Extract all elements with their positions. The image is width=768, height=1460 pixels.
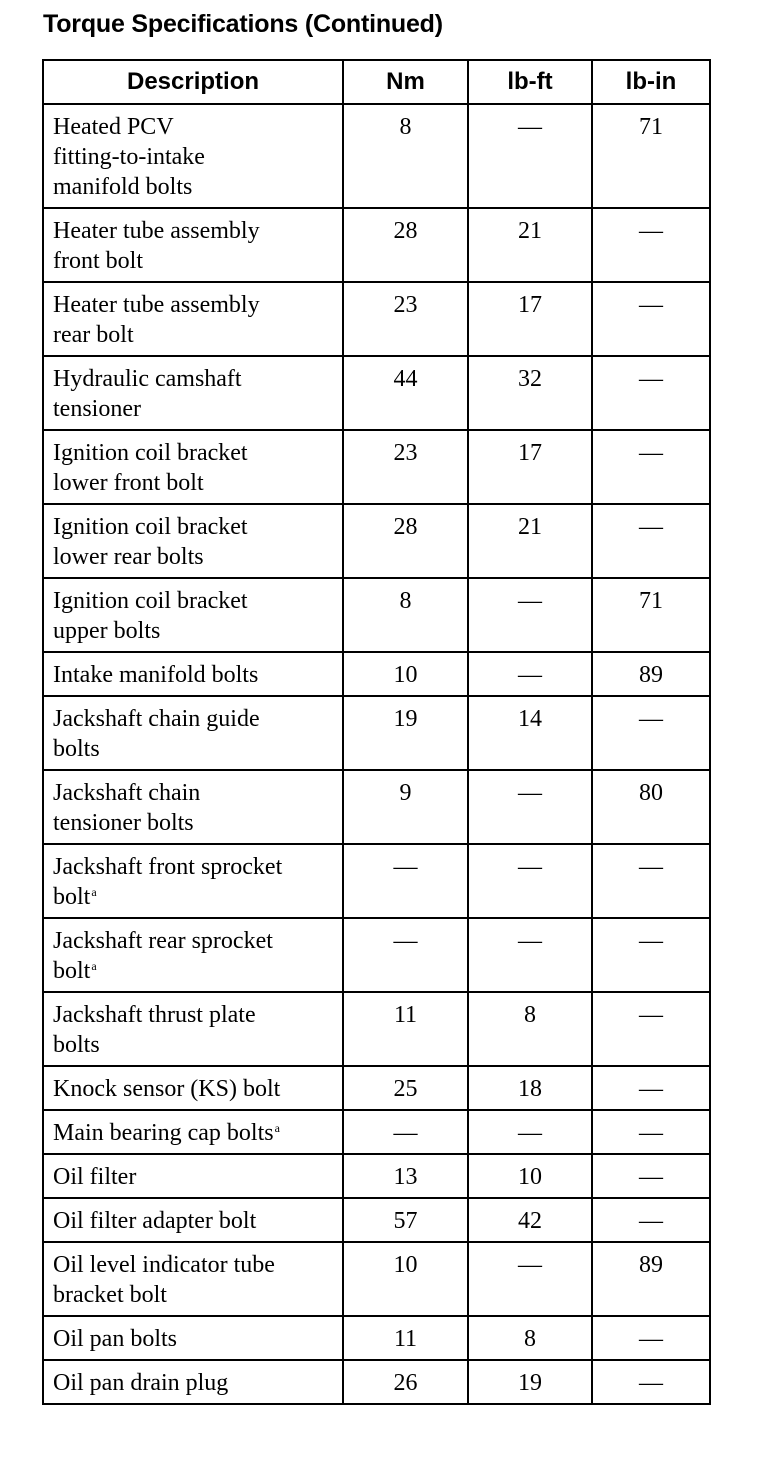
description-line [53, 1162, 338, 1192]
description-line [53, 1324, 338, 1354]
nm-cell: 23 [343, 430, 468, 504]
description-cell [43, 1154, 343, 1198]
lb-ft-cell: — [468, 770, 592, 844]
description-cell [43, 1198, 343, 1242]
description-line [53, 512, 338, 542]
lb-in-cell: — [592, 430, 710, 504]
description-text: Main bearing cap bolts [53, 1120, 274, 1146]
description-cell [43, 918, 343, 992]
lb-ft-cell: 21 [468, 504, 592, 578]
description-line [53, 926, 338, 956]
description-line [53, 1368, 338, 1398]
description-line [53, 172, 338, 202]
lb-in-cell: — [592, 918, 710, 992]
table-row [43, 844, 710, 918]
description-text: fitting-to-intake [53, 144, 205, 170]
lb-in-cell: 89 [592, 1242, 710, 1316]
description-cell [43, 1066, 343, 1110]
description-text: bracket bolt [53, 1282, 167, 1308]
description-text: Intake manifold bolts [53, 662, 259, 688]
description-cell [43, 282, 343, 356]
header-nm: Nm [343, 60, 468, 104]
lb-in-cell: — [592, 992, 710, 1066]
lb-ft-cell: 19 [468, 1360, 592, 1404]
lb-ft-cell: 14 [468, 696, 592, 770]
lb-in-cell: 71 [592, 104, 710, 208]
nm-cell: 23 [343, 282, 468, 356]
description-line [53, 734, 338, 764]
description-text: Jackshaft chain guide [53, 706, 260, 732]
description-cell [43, 1360, 343, 1404]
description-cell [43, 1110, 343, 1154]
lb-ft-cell: 10 [468, 1154, 592, 1198]
description-text: Knock sensor (KS) bolt [53, 1076, 281, 1102]
description-text: bolts [53, 736, 100, 762]
description-text: Jackshaft chain [53, 780, 201, 806]
description-line [53, 586, 338, 616]
description-line [53, 660, 338, 690]
nm-cell: 19 [343, 696, 468, 770]
description-cell [43, 104, 343, 208]
description-text: bolts [53, 1032, 100, 1058]
description-text: Oil pan bolts [53, 1326, 177, 1352]
table-row [43, 1242, 710, 1316]
description-line [53, 1074, 338, 1104]
header-lb-ft: lb-ft [468, 60, 592, 104]
table-row [43, 578, 710, 652]
description-text: front bolt [53, 248, 143, 274]
lb-in-cell: 80 [592, 770, 710, 844]
description-text: rear bolt [53, 322, 134, 348]
lb-in-cell: — [592, 1066, 710, 1110]
nm-cell: — [343, 918, 468, 992]
table-row [43, 282, 710, 356]
description-text: upper bolts [53, 618, 161, 644]
description-line [53, 216, 338, 246]
description-cell [43, 208, 343, 282]
description-text: Hydraulic camshaft [53, 366, 242, 392]
lb-in-cell: — [592, 696, 710, 770]
lb-in-cell: — [592, 1154, 710, 1198]
lb-ft-cell: — [468, 844, 592, 918]
lb-in-cell: — [592, 1360, 710, 1404]
description-cell [43, 1242, 343, 1316]
nm-cell: 9 [343, 770, 468, 844]
description-line [53, 394, 338, 424]
nm-cell: 11 [343, 992, 468, 1066]
description-cell [43, 578, 343, 652]
description-cell [43, 696, 343, 770]
lb-in-cell: 89 [592, 652, 710, 696]
nm-cell: 28 [343, 208, 468, 282]
description-text: Jackshaft front sprocket [53, 854, 283, 880]
table-row [43, 430, 710, 504]
lb-ft-cell: 18 [468, 1066, 592, 1110]
lb-in-cell: — [592, 1198, 710, 1242]
description-line [53, 320, 338, 350]
description-cell [43, 430, 343, 504]
description-line [53, 1250, 338, 1280]
lb-in-cell: — [592, 504, 710, 578]
description-line [53, 778, 338, 808]
description-text: Ignition coil bracket [53, 440, 248, 466]
lb-in-cell: — [592, 1110, 710, 1154]
table-row [43, 1198, 710, 1242]
description-cell [43, 844, 343, 918]
lb-in-cell: — [592, 282, 710, 356]
lb-ft-cell: 21 [468, 208, 592, 282]
description-text: Ignition coil bracket [53, 588, 248, 614]
table-row [43, 696, 710, 770]
table-row [43, 208, 710, 282]
lb-in-cell: — [592, 1316, 710, 1360]
description-text: bolt [53, 884, 91, 910]
table-row [43, 104, 710, 208]
description-cell [43, 1316, 343, 1360]
description-text: Oil level indicator tube [53, 1252, 275, 1278]
description-line [53, 616, 338, 646]
description-text: lower rear bolts [53, 544, 204, 570]
lb-ft-cell: 32 [468, 356, 592, 430]
nm-cell: 28 [343, 504, 468, 578]
description-text: Oil filter [53, 1164, 137, 1190]
nm-cell: 10 [343, 652, 468, 696]
description-line [53, 142, 338, 172]
lb-ft-cell: — [468, 1110, 592, 1154]
nm-cell: — [343, 844, 468, 918]
description-line [53, 1206, 338, 1236]
table-row [43, 356, 710, 430]
header-lb-in: lb-in [592, 60, 710, 104]
nm-cell: 11 [343, 1316, 468, 1360]
description-text: Heater tube assembly [53, 292, 260, 318]
description-line [53, 956, 338, 986]
footnote-marker: a [91, 959, 97, 973]
description-line [53, 1280, 338, 1310]
table-row [43, 1316, 710, 1360]
lb-ft-cell: — [468, 1242, 592, 1316]
description-text: Oil filter adapter bolt [53, 1208, 257, 1234]
nm-cell: 8 [343, 578, 468, 652]
nm-cell: 10 [343, 1242, 468, 1316]
footnote-marker: a [91, 885, 97, 899]
table-row [43, 504, 710, 578]
description-line [53, 808, 338, 838]
description-text: bolt [53, 958, 91, 984]
nm-cell: 26 [343, 1360, 468, 1404]
description-line [53, 852, 338, 882]
description-line [53, 882, 338, 912]
description-cell [43, 992, 343, 1066]
lb-ft-cell: 8 [468, 992, 592, 1066]
lb-ft-cell: 17 [468, 430, 592, 504]
table-row [43, 918, 710, 992]
lb-ft-cell: 42 [468, 1198, 592, 1242]
description-line [53, 468, 338, 498]
description-text: Ignition coil bracket [53, 514, 248, 540]
header-description: Description [43, 60, 343, 104]
description-line [53, 542, 338, 572]
description-cell [43, 504, 343, 578]
nm-cell: — [343, 1110, 468, 1154]
description-cell [43, 770, 343, 844]
page-title: Torque Specifications (Continued) [43, 10, 443, 38]
nm-cell: 13 [343, 1154, 468, 1198]
description-line [53, 112, 338, 142]
description-text: tensioner [53, 396, 141, 422]
table-row [43, 992, 710, 1066]
lb-in-cell: — [592, 356, 710, 430]
description-line [53, 364, 338, 394]
lb-ft-cell: — [468, 104, 592, 208]
description-line [53, 438, 338, 468]
table-row [43, 1066, 710, 1110]
lb-ft-cell: 17 [468, 282, 592, 356]
lb-ft-cell: — [468, 918, 592, 992]
nm-cell: 44 [343, 356, 468, 430]
lb-ft-cell: 8 [468, 1316, 592, 1360]
description-text: Heated PCV [53, 114, 174, 140]
description-cell [43, 652, 343, 696]
table-row [43, 1154, 710, 1198]
lb-in-cell: — [592, 844, 710, 918]
lb-ft-cell: — [468, 652, 592, 696]
torque-spec-table [42, 59, 711, 1405]
description-line [53, 1000, 338, 1030]
lb-in-cell: 71 [592, 578, 710, 652]
lb-ft-cell: — [468, 578, 592, 652]
footnote-marker: a [274, 1121, 280, 1135]
description-text: manifold bolts [53, 174, 193, 200]
description-line [53, 1118, 338, 1148]
table-body [43, 104, 710, 1404]
table-row [43, 652, 710, 696]
nm-cell: 25 [343, 1066, 468, 1110]
description-line [53, 1030, 338, 1060]
table-row [43, 1360, 710, 1404]
description-text: Jackshaft rear sprocket [53, 928, 273, 954]
description-text: Heater tube assembly [53, 218, 260, 244]
description-text: lower front bolt [53, 470, 204, 496]
table-row [43, 1110, 710, 1154]
nm-cell: 57 [343, 1198, 468, 1242]
description-line [53, 246, 338, 276]
description-text: Oil pan drain plug [53, 1370, 229, 1396]
description-line [53, 704, 338, 734]
description-cell [43, 356, 343, 430]
table-header-row [43, 60, 710, 104]
description-line [53, 290, 338, 320]
description-text: tensioner bolts [53, 810, 194, 836]
table-row [43, 770, 710, 844]
lb-in-cell: — [592, 208, 710, 282]
nm-cell: 8 [343, 104, 468, 208]
description-text: Jackshaft thrust plate [53, 1002, 256, 1028]
